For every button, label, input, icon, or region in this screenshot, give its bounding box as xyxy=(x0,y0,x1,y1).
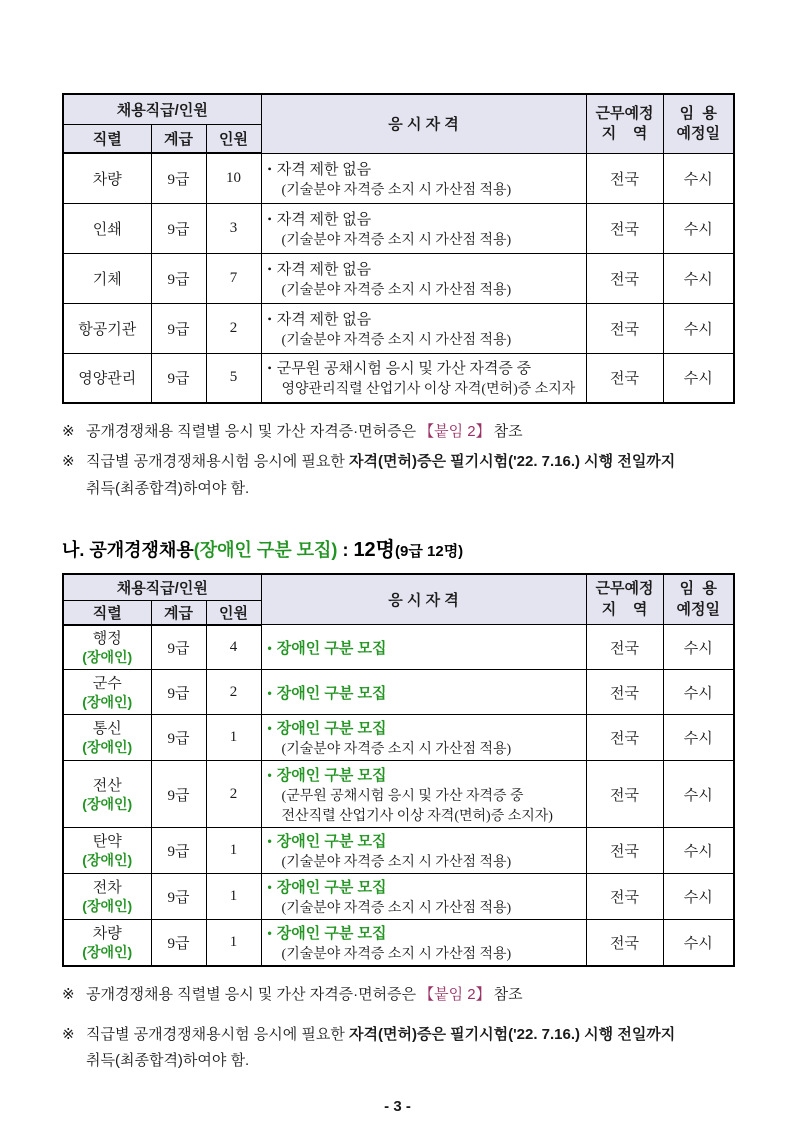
qualification-cell xyxy=(261,874,586,920)
note-text-suffix: 참조 xyxy=(493,423,523,440)
bullet-icon: • xyxy=(267,211,272,226)
bullet-icon: • xyxy=(267,721,272,736)
region-cell: 전국 xyxy=(586,253,663,303)
grade-cell: 9급 xyxy=(151,203,206,253)
qualification-main: 자격 제한 없음 xyxy=(276,211,372,228)
header-qualification: 응 시 자 격 xyxy=(261,94,586,153)
note-text xyxy=(86,450,733,500)
count-cell: 2 xyxy=(206,303,261,353)
header-count: 인원 xyxy=(206,124,261,153)
section-title-green: (장애인 구분 모집) xyxy=(193,539,338,560)
section-title-black: 나. 공개경쟁채용 xyxy=(62,539,194,560)
qualification-main: 장애인 구분 모집 xyxy=(276,720,387,738)
region-cell: 전국 xyxy=(586,828,663,874)
table-row xyxy=(63,353,734,403)
qualification-sub: (군무원 공채시험 응시 및 가산 자격증 중 xyxy=(281,788,524,804)
header-group-cell: 채용직급/인원 xyxy=(63,94,261,124)
series-cell xyxy=(63,920,151,967)
note-attachment-ref xyxy=(62,983,733,1006)
note-text xyxy=(86,983,733,1006)
qualification-main: 장애인 구분 모집 xyxy=(276,925,387,943)
series-cell: 영양관리 xyxy=(63,353,151,403)
qualification-sub: (기술분야 자격증 소지 시 가산점 적용) xyxy=(281,901,512,917)
table-row xyxy=(63,153,734,203)
note-text-normal: 공개경쟁채용 직렬별 응시 및 가산 자격증·면허증은 xyxy=(86,986,417,1004)
header-region xyxy=(586,94,663,153)
series-cell xyxy=(63,715,151,761)
note-text-bold: 자격(면허)증은 필기시험('22. 7.16.) 시행 전일까지 xyxy=(349,1025,676,1043)
date-cell: 수시 xyxy=(663,203,734,253)
qualification-main: 자격 제한 없음 xyxy=(276,261,372,278)
reference-mark-icon: ※ xyxy=(62,453,75,471)
qualification-cell xyxy=(261,203,586,253)
series-cell xyxy=(63,670,151,715)
reference-mark-icon: ※ xyxy=(62,1025,75,1043)
region-cell: 전국 xyxy=(586,874,663,920)
header-date-line2: 예정일 xyxy=(676,124,721,142)
region-cell: 전국 xyxy=(586,153,663,203)
note-text-normal: 직급별 공개경쟁채용시험 응시에 필요한 xyxy=(86,453,345,471)
count-cell: 3 xyxy=(206,203,261,253)
header-region xyxy=(586,574,663,625)
qualification-cell xyxy=(261,353,586,403)
qualification-sub: (기술분야 자격증 소지 시 가산점 적용) xyxy=(281,947,512,963)
date-cell: 수시 xyxy=(663,761,734,828)
qualification-main: 군무원 공채시험 응시 및 가산 자격증 중 xyxy=(276,361,532,378)
series-disabled-tag: (장애인) xyxy=(82,898,133,915)
note-text-normal: 직급별 공개경쟁채용시험 응시에 필요한 xyxy=(86,1025,345,1043)
qualification-cell xyxy=(261,920,586,967)
qualification-cell xyxy=(261,828,586,874)
count-cell: 1 xyxy=(206,715,261,761)
header-region-line1: 근무예정 xyxy=(595,580,654,598)
count-cell: 2 xyxy=(206,761,261,828)
recruitment-table-disabled xyxy=(62,573,735,968)
date-cell: 수시 xyxy=(663,353,734,403)
page-content xyxy=(62,93,733,1115)
qualification-sub: (기술분야 자격증 소지 시 가산점 적용) xyxy=(281,232,512,248)
grade-cell: 9급 xyxy=(151,353,206,403)
table-row xyxy=(63,303,734,353)
header-series: 직렬 xyxy=(63,601,151,625)
series-cell xyxy=(63,761,151,828)
note-text-bold: 자격(면허)증은 필기시험('22. 7.16.) 시행 전일까지 xyxy=(349,453,676,471)
qualification-cell xyxy=(261,153,586,203)
date-cell: 수시 xyxy=(663,303,734,353)
grade-cell: 9급 xyxy=(151,153,206,203)
date-cell: 수시 xyxy=(663,625,734,670)
qualification-cell xyxy=(261,715,586,761)
note-certificate-deadline xyxy=(62,450,733,500)
grade-cell: 9급 xyxy=(151,920,206,967)
section-title xyxy=(62,533,733,562)
region-cell: 전국 xyxy=(586,203,663,253)
table-row xyxy=(63,670,734,715)
header-region-line1: 근무예정 xyxy=(595,104,654,122)
table-row xyxy=(63,203,734,253)
bullet-icon: • xyxy=(267,880,272,895)
region-cell: 전국 xyxy=(586,303,663,353)
date-cell: 수시 xyxy=(663,715,734,761)
notes-top xyxy=(62,420,733,500)
table-row xyxy=(63,253,734,303)
table-header-row-1 xyxy=(63,574,734,601)
region-cell: 전국 xyxy=(586,670,663,715)
series-disabled-tag: (장애인) xyxy=(82,852,133,869)
count-cell: 1 xyxy=(206,920,261,967)
page-number: - 3 - xyxy=(384,1098,411,1115)
qualification-sub: (기술분야 자격증 소지 시 가산점 적용) xyxy=(281,742,512,758)
header-region-line2: 지 역 xyxy=(601,124,648,142)
header-grade: 계급 xyxy=(151,124,206,153)
series-name: 통신 xyxy=(92,721,122,738)
note-text-suffix: 참조 xyxy=(493,986,523,1004)
region-cell: 전국 xyxy=(586,625,663,670)
header-date xyxy=(663,94,734,153)
qualification-main: 장애인 구분 모집 xyxy=(276,833,387,851)
bullet-icon: • xyxy=(267,361,272,376)
qualification-main: 자격 제한 없음 xyxy=(276,161,372,178)
header-group-cell: 채용직급/인원 xyxy=(63,574,261,601)
series-cell: 기체 xyxy=(63,253,151,303)
table-row xyxy=(63,874,734,920)
qualification-main: 장애인 구분 모집 xyxy=(276,639,387,657)
series-cell: 차량 xyxy=(63,153,151,203)
count-cell: 10 xyxy=(206,153,261,203)
date-cell: 수시 xyxy=(663,920,734,967)
header-count: 인원 xyxy=(206,601,261,625)
series-cell xyxy=(63,828,151,874)
date-cell: 수시 xyxy=(663,153,734,203)
grade-cell: 9급 xyxy=(151,253,206,303)
region-cell: 전국 xyxy=(586,353,663,403)
note-attachment-ref xyxy=(62,420,733,443)
header-date-line2: 예정일 xyxy=(676,600,721,618)
attachment-ref-label: 【붙임 2】 xyxy=(419,423,491,440)
grade-cell: 9급 xyxy=(151,715,206,761)
series-cell xyxy=(63,625,151,670)
qualification-sub: 전산직렬 산업기사 이상 자격(면허)증 소지자) xyxy=(281,808,553,824)
series-cell xyxy=(63,874,151,920)
table-row xyxy=(63,920,734,967)
qualification-sub: (기술분야 자격증 소지 시 가산점 적용) xyxy=(281,282,512,298)
note-text-line2: 취득(최종합격)하여야 함. xyxy=(86,479,250,497)
series-name: 군수 xyxy=(92,675,122,692)
qualification-cell xyxy=(261,253,586,303)
grade-cell: 9급 xyxy=(151,828,206,874)
qualification-main: 자격 제한 없음 xyxy=(276,311,372,328)
qualification-sub: (기술분야 자격증 소지 시 가산점 적용) xyxy=(281,182,512,198)
bullet-icon: • xyxy=(267,926,272,941)
note-text xyxy=(86,420,733,443)
grade-cell: 9급 xyxy=(151,761,206,828)
date-cell: 수시 xyxy=(663,874,734,920)
reference-mark-icon: ※ xyxy=(62,986,75,1004)
header-qualification: 응 시 자 격 xyxy=(261,574,586,625)
qualification-main: 장애인 구분 모집 xyxy=(276,879,387,897)
series-disabled-tag: (장애인) xyxy=(82,795,133,812)
qualification-main: 장애인 구분 모집 xyxy=(276,766,387,784)
count-cell: 5 xyxy=(206,353,261,403)
table-row xyxy=(63,715,734,761)
table-row xyxy=(63,761,734,828)
note-text xyxy=(86,1023,733,1073)
section-title-count: 12명 xyxy=(353,538,396,561)
qualification-sub: 영양관리직렬 산업기사 이상 자격(면허)증 소지자 xyxy=(281,382,576,398)
qualification-sub: (기술분야 자격증 소지 시 가산점 적용) xyxy=(281,855,512,871)
series-disabled-tag: (장애인) xyxy=(82,944,133,961)
section-title-paren: (9급 12명) xyxy=(395,542,464,560)
region-cell: 전국 xyxy=(586,761,663,828)
count-cell: 7 xyxy=(206,253,261,303)
header-date-line1: 임 용 xyxy=(679,580,717,598)
header-grade: 계급 xyxy=(151,601,206,625)
qualification-sub: (기술분야 자격증 소지 시 가산점 적용) xyxy=(281,332,512,348)
grade-cell: 9급 xyxy=(151,303,206,353)
series-name: 행정 xyxy=(92,631,122,648)
note-certificate-deadline xyxy=(62,1023,733,1073)
series-name: 전산 xyxy=(92,777,122,794)
date-cell: 수시 xyxy=(663,670,734,715)
reference-mark-icon: ※ xyxy=(62,423,75,440)
series-disabled-tag: (장애인) xyxy=(82,648,133,665)
series-disabled-tag: (장애인) xyxy=(82,739,133,756)
qualification-main: 장애인 구분 모집 xyxy=(276,684,387,702)
region-cell: 전국 xyxy=(586,715,663,761)
date-cell: 수시 xyxy=(663,253,734,303)
table-row xyxy=(63,828,734,874)
series-name: 차량 xyxy=(92,926,122,943)
header-series: 직렬 xyxy=(63,124,151,153)
count-cell: 1 xyxy=(206,828,261,874)
qualification-cell xyxy=(261,670,586,715)
qualification-cell xyxy=(261,625,586,670)
bullet-icon: • xyxy=(267,685,272,700)
bullet-icon: • xyxy=(267,640,272,655)
qualification-cell xyxy=(261,761,586,828)
header-region-line2: 지 역 xyxy=(601,600,648,618)
header-date-line1: 임 용 xyxy=(679,104,717,122)
series-name: 탄약 xyxy=(92,834,122,851)
count-cell: 4 xyxy=(206,625,261,670)
table-row xyxy=(63,625,734,670)
region-cell: 전국 xyxy=(586,920,663,967)
grade-cell: 9급 xyxy=(151,874,206,920)
series-name: 전차 xyxy=(92,880,122,897)
count-cell: 2 xyxy=(206,670,261,715)
bullet-icon: • xyxy=(267,767,272,782)
table-header-row-1 xyxy=(63,94,734,124)
date-cell: 수시 xyxy=(663,828,734,874)
bullet-icon: • xyxy=(267,311,272,326)
series-disabled-tag: (장애인) xyxy=(82,693,133,710)
notes-bottom xyxy=(62,983,733,1072)
grade-cell: 9급 xyxy=(151,670,206,715)
count-cell: 1 xyxy=(206,874,261,920)
qualification-cell xyxy=(261,303,586,353)
series-cell: 항공기관 xyxy=(63,303,151,353)
bullet-icon: • xyxy=(267,261,272,276)
section-title-colon: : xyxy=(337,539,354,560)
note-text-normal: 공개경쟁채용 직렬별 응시 및 가산 자격증·면허증은 xyxy=(86,423,417,440)
header-date xyxy=(663,574,734,625)
note-text-line2: 취득(최종합격)하여야 함. xyxy=(86,1051,250,1069)
series-cell: 인쇄 xyxy=(63,203,151,253)
grade-cell: 9급 xyxy=(151,625,206,670)
attachment-ref-label: 【붙임 2】 xyxy=(419,986,491,1004)
bullet-icon: • xyxy=(267,161,272,176)
bullet-icon: • xyxy=(267,834,272,849)
recruitment-table-general xyxy=(62,93,735,404)
